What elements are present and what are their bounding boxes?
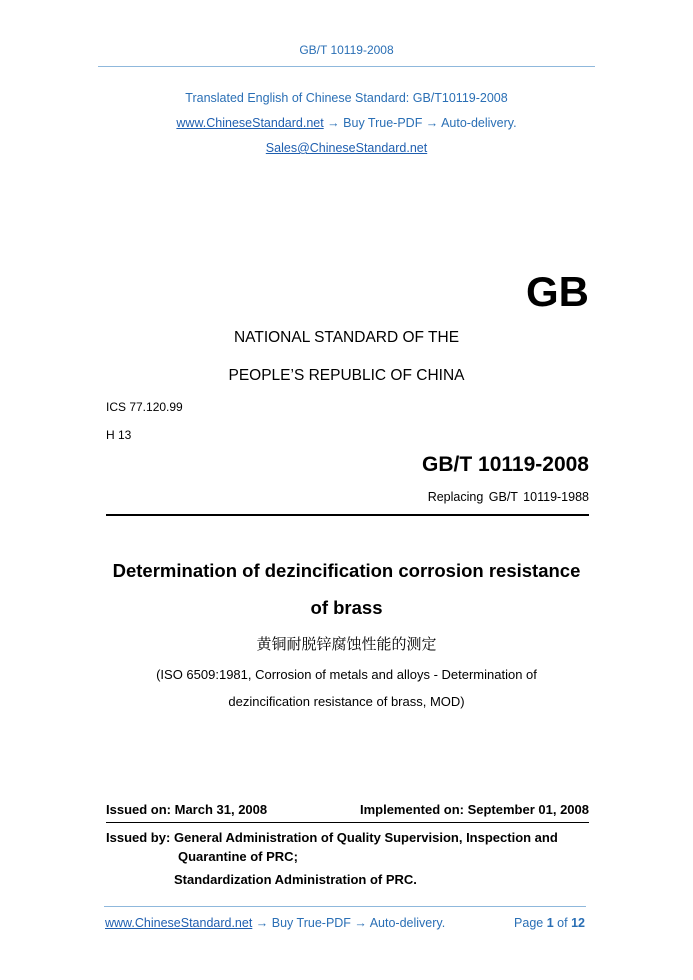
header-rule: [98, 66, 595, 67]
page-label: Page: [514, 916, 544, 930]
standard-number: GB/T 10119-2008: [422, 453, 589, 476]
classification-code: H 13: [106, 428, 132, 442]
issued-by-label: Issued by:: [106, 830, 171, 845]
page-header: GB/T 10119-2008: [299, 43, 394, 57]
purchase-line: [0, 116, 693, 130]
footer-rule: [104, 906, 586, 907]
issuer-line1: General Administration of Quality Supervision, Inspection and: [174, 830, 558, 845]
gb-mark: GB: [526, 268, 589, 315]
page-total: 12: [571, 916, 585, 930]
chinese-title: 黄铜耐脱锌腐蚀性能的测定: [256, 635, 437, 653]
footer-purchase-line: [105, 916, 445, 930]
issued-on-date: Issued on: March 31, 2008: [106, 802, 268, 817]
issuer-line3: Standardization Administration of PRC.: [174, 872, 417, 887]
footer-purchase-text: → Buy True-PDF → Auto-delivery.: [252, 916, 446, 930]
translation-notice: Translated English of Chinese Standard: GB/T10119-2008: [185, 91, 508, 105]
replacing-standard: Replacing GB/T 10119-1988: [427, 490, 589, 504]
email-link[interactable]: Sales@ChineseStandard.net: [265, 141, 428, 155]
purchase-text: → Buy True-PDF → Auto-delivery.: [323, 116, 517, 130]
iso-reference-line2: dezincification resistance of brass, MOD): [228, 694, 465, 709]
page-current: 1: [546, 916, 554, 930]
national-standard-line2: PEOPLE’S REPUBLIC OF CHINA: [228, 367, 465, 384]
issuer-line2: Quarantine of PRC;: [178, 849, 298, 864]
document-title-line2: of brass: [310, 597, 383, 618]
iso-reference-line1: (ISO 6509:1981, Corrosion of metals and alloys - Determination of: [156, 667, 537, 682]
title-rule: [106, 514, 589, 516]
footer-website-link[interactable]: www.ChineseStandard.net: [105, 916, 253, 930]
implemented-on-date: Implemented on: September 01, 2008: [359, 802, 589, 817]
email-line: [0, 141, 693, 155]
dates-rule: [106, 822, 589, 823]
page-indicator: [514, 916, 585, 930]
ics-code: ICS 77.120.99: [106, 400, 183, 414]
website-link[interactable]: www.ChineseStandard.net: [176, 116, 324, 130]
national-standard-line1: NATIONAL STANDARD OF THE: [233, 329, 460, 346]
page-of: of: [557, 916, 568, 930]
document-title-line1: Determination of dezincification corrosion resistance: [112, 560, 581, 581]
